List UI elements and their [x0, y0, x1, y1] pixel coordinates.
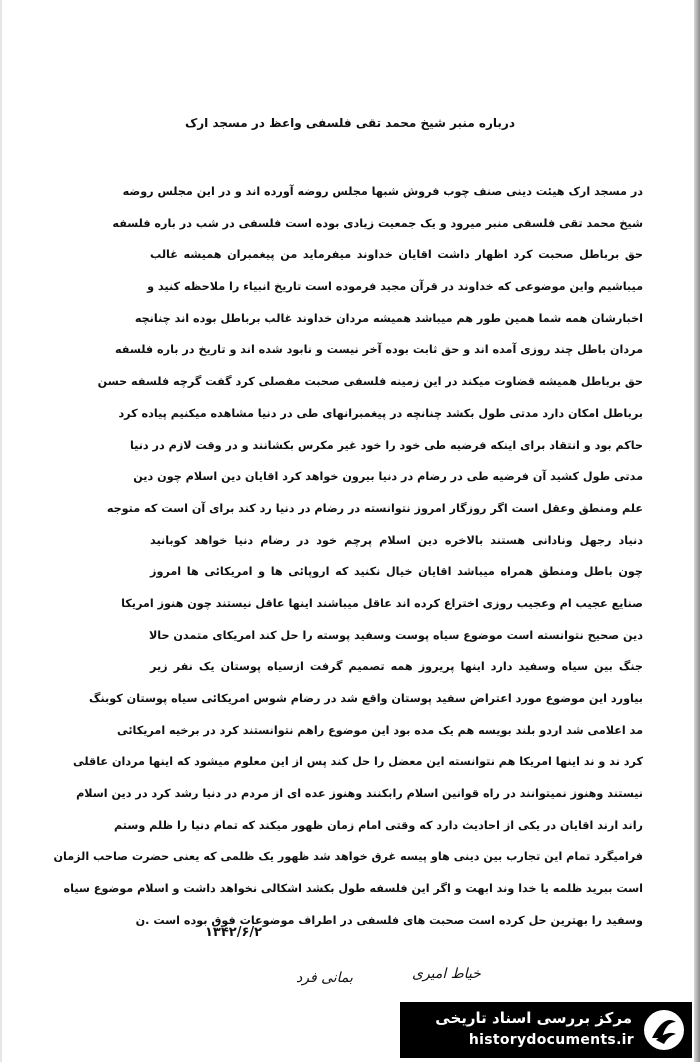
- document-line: علم ومنطق وعقل است اگر روزگار امروز نتوانسته در رضام در دنیا رد کند برای آن است که متوجه: [106, 501, 643, 515]
- document-line: حاکم بود و انتقاد برای اینکه فرضیه طی خود را خود غیر مکرس بکشانند و در وقت لازم در دنیا: [129, 438, 643, 452]
- document-line: کرد ند و ند اینها امریکا هم نتوانسته این معضل را حل کند پس از این معلوم میشود که اینها مردان عاقلی: [73, 755, 643, 769]
- signature-left: بمانی فرد: [296, 970, 353, 986]
- document-line: حق برباطل صحبت کرد اظهار داشت اقایان خداوند میفرماید من پیغمبران همیشه غالب: [150, 248, 643, 262]
- document-line: چون باطل ومنطق همراه میباشد اقایان خیال نکنید که اروپائی ها و امریکائی ها امروز: [150, 565, 643, 579]
- document-line: نیستند وهنوز نمیتوانند در راه قوانین اسلام رابکنند وهنوز عده ای از مردم در دنیا رشد کرد در دین اسلام: [76, 787, 643, 801]
- signature-right: خیاط امیری: [412, 966, 481, 982]
- document-line: برباطل امکان دارد مدتی طول بکشد چنانچه در پیغمبرانهای طی در دنیا مشاهده میکنیم پیاده کرد: [118, 406, 643, 420]
- document-line: دنیاد رجهل ونادانی هستند بالاخره دین اسلام پرچم خود در رضام دنیا خواهد کوبانید: [150, 533, 643, 547]
- document-body: [53, 176, 643, 937]
- document-line: دین صحیح نتوانسته است موضوع سیاه پوست وسفید پوسته را حل کند امریکای متمدن حالا: [148, 628, 643, 642]
- archive-seal-icon: [642, 1008, 686, 1052]
- document-line: مدتی طول کشید آن فرضیه طی در رضام در دنیا بیرون خواهد کرد اقایان دین اسلام چون دین: [133, 470, 643, 484]
- document-line: میباشیم واین موضوعی که خداوند در قرآن مجید فرموده است تاریخ انبیاء را ملاحظه کنید و: [147, 280, 643, 294]
- document-line: اخبارشان همه شما همین طور هم میباشد همیشه مردان خداوند غالب برباطل بوده اند چنانچه: [134, 311, 643, 325]
- document-line: شیخ محمد تقی فلسفی منبر میرود و یک جمعیت زیادی بوده است فلسفی در شب در باره فلسفه: [112, 216, 643, 230]
- page-left-edge: [0, 0, 2, 1062]
- document-line: مردان باطل چند روزی آمده اند و حق ثابت بوده آخر نیست و نابود شده اند و تاریخ در باره فلسفه: [115, 343, 643, 357]
- document-line: است ببرید ظلمه یا خدا وند ابهت و اگر این فلسفه طول بکشد اشکالی نخواهد داشت و اسلام موضوع سیاه: [63, 882, 643, 896]
- document-line: جنگ بین سیاه وسفید دارد اینها پریروز همه تصمیم گرفت ازسیاه پوستان یک نفر زیر: [150, 660, 643, 674]
- page-right-edge: [694, 0, 700, 1062]
- document-line: راند ارند اقایان در یکی از احادیث دارد که وقتی امام زمان ظهور میکند که تمام دنیا را ظلم وستم: [113, 818, 643, 832]
- document-line: صنایع عجیب ام وعجیب روزی اختراع کرده اند عاقل میباشند اینها عاقل نیستند چون هنوز امریکا: [121, 596, 643, 610]
- watermark-logo: [400, 1002, 692, 1058]
- document-line: حق برباطل همیشه قضاوت میکند در این زمینه فلسفی صحبت مفصلی کرد گفت گرچه فلسفه حسن: [97, 375, 643, 389]
- document-line: مد اعلامی شد اردو بلند بویسه هم یک مده بود این موضوع راهم نتوانستند کرد در برخیه امریکائی: [117, 723, 643, 737]
- watermark-url: historydocuments.ir: [468, 1032, 634, 1048]
- document-line: وسفید را بهترین حل کرده است صحبت های فلسفی در اطراف موضوعات فوق بوده است .ن: [135, 913, 643, 927]
- document-line: فرامیگرد تمام این تجارب بین دینی هاو پیسه غرق خواهد شد ظهور یک ظلمی که یعنی حضرت صاحب الزمان: [53, 850, 643, 864]
- document-title: درباره منبر شیخ محمد تقی فلسفی واعظ در مسجد ارک: [184, 116, 515, 130]
- document-date: ۱۳۴۲/۶/۲: [205, 925, 263, 940]
- document-line: در مسجد ارک هیئت دینی صنف چوب فروش شبها مجلس روضه آورده اند و در این مجلس روضه: [122, 185, 643, 198]
- watermark-title: مرکز بررسی اسناد تاریخی: [435, 1009, 632, 1027]
- document-line: بیاورد این موضوع مورد اعتراض سفید پوستان واقع شد در رضام شوس امریکائی سیاه پوستان کوبنگ: [89, 692, 643, 705]
